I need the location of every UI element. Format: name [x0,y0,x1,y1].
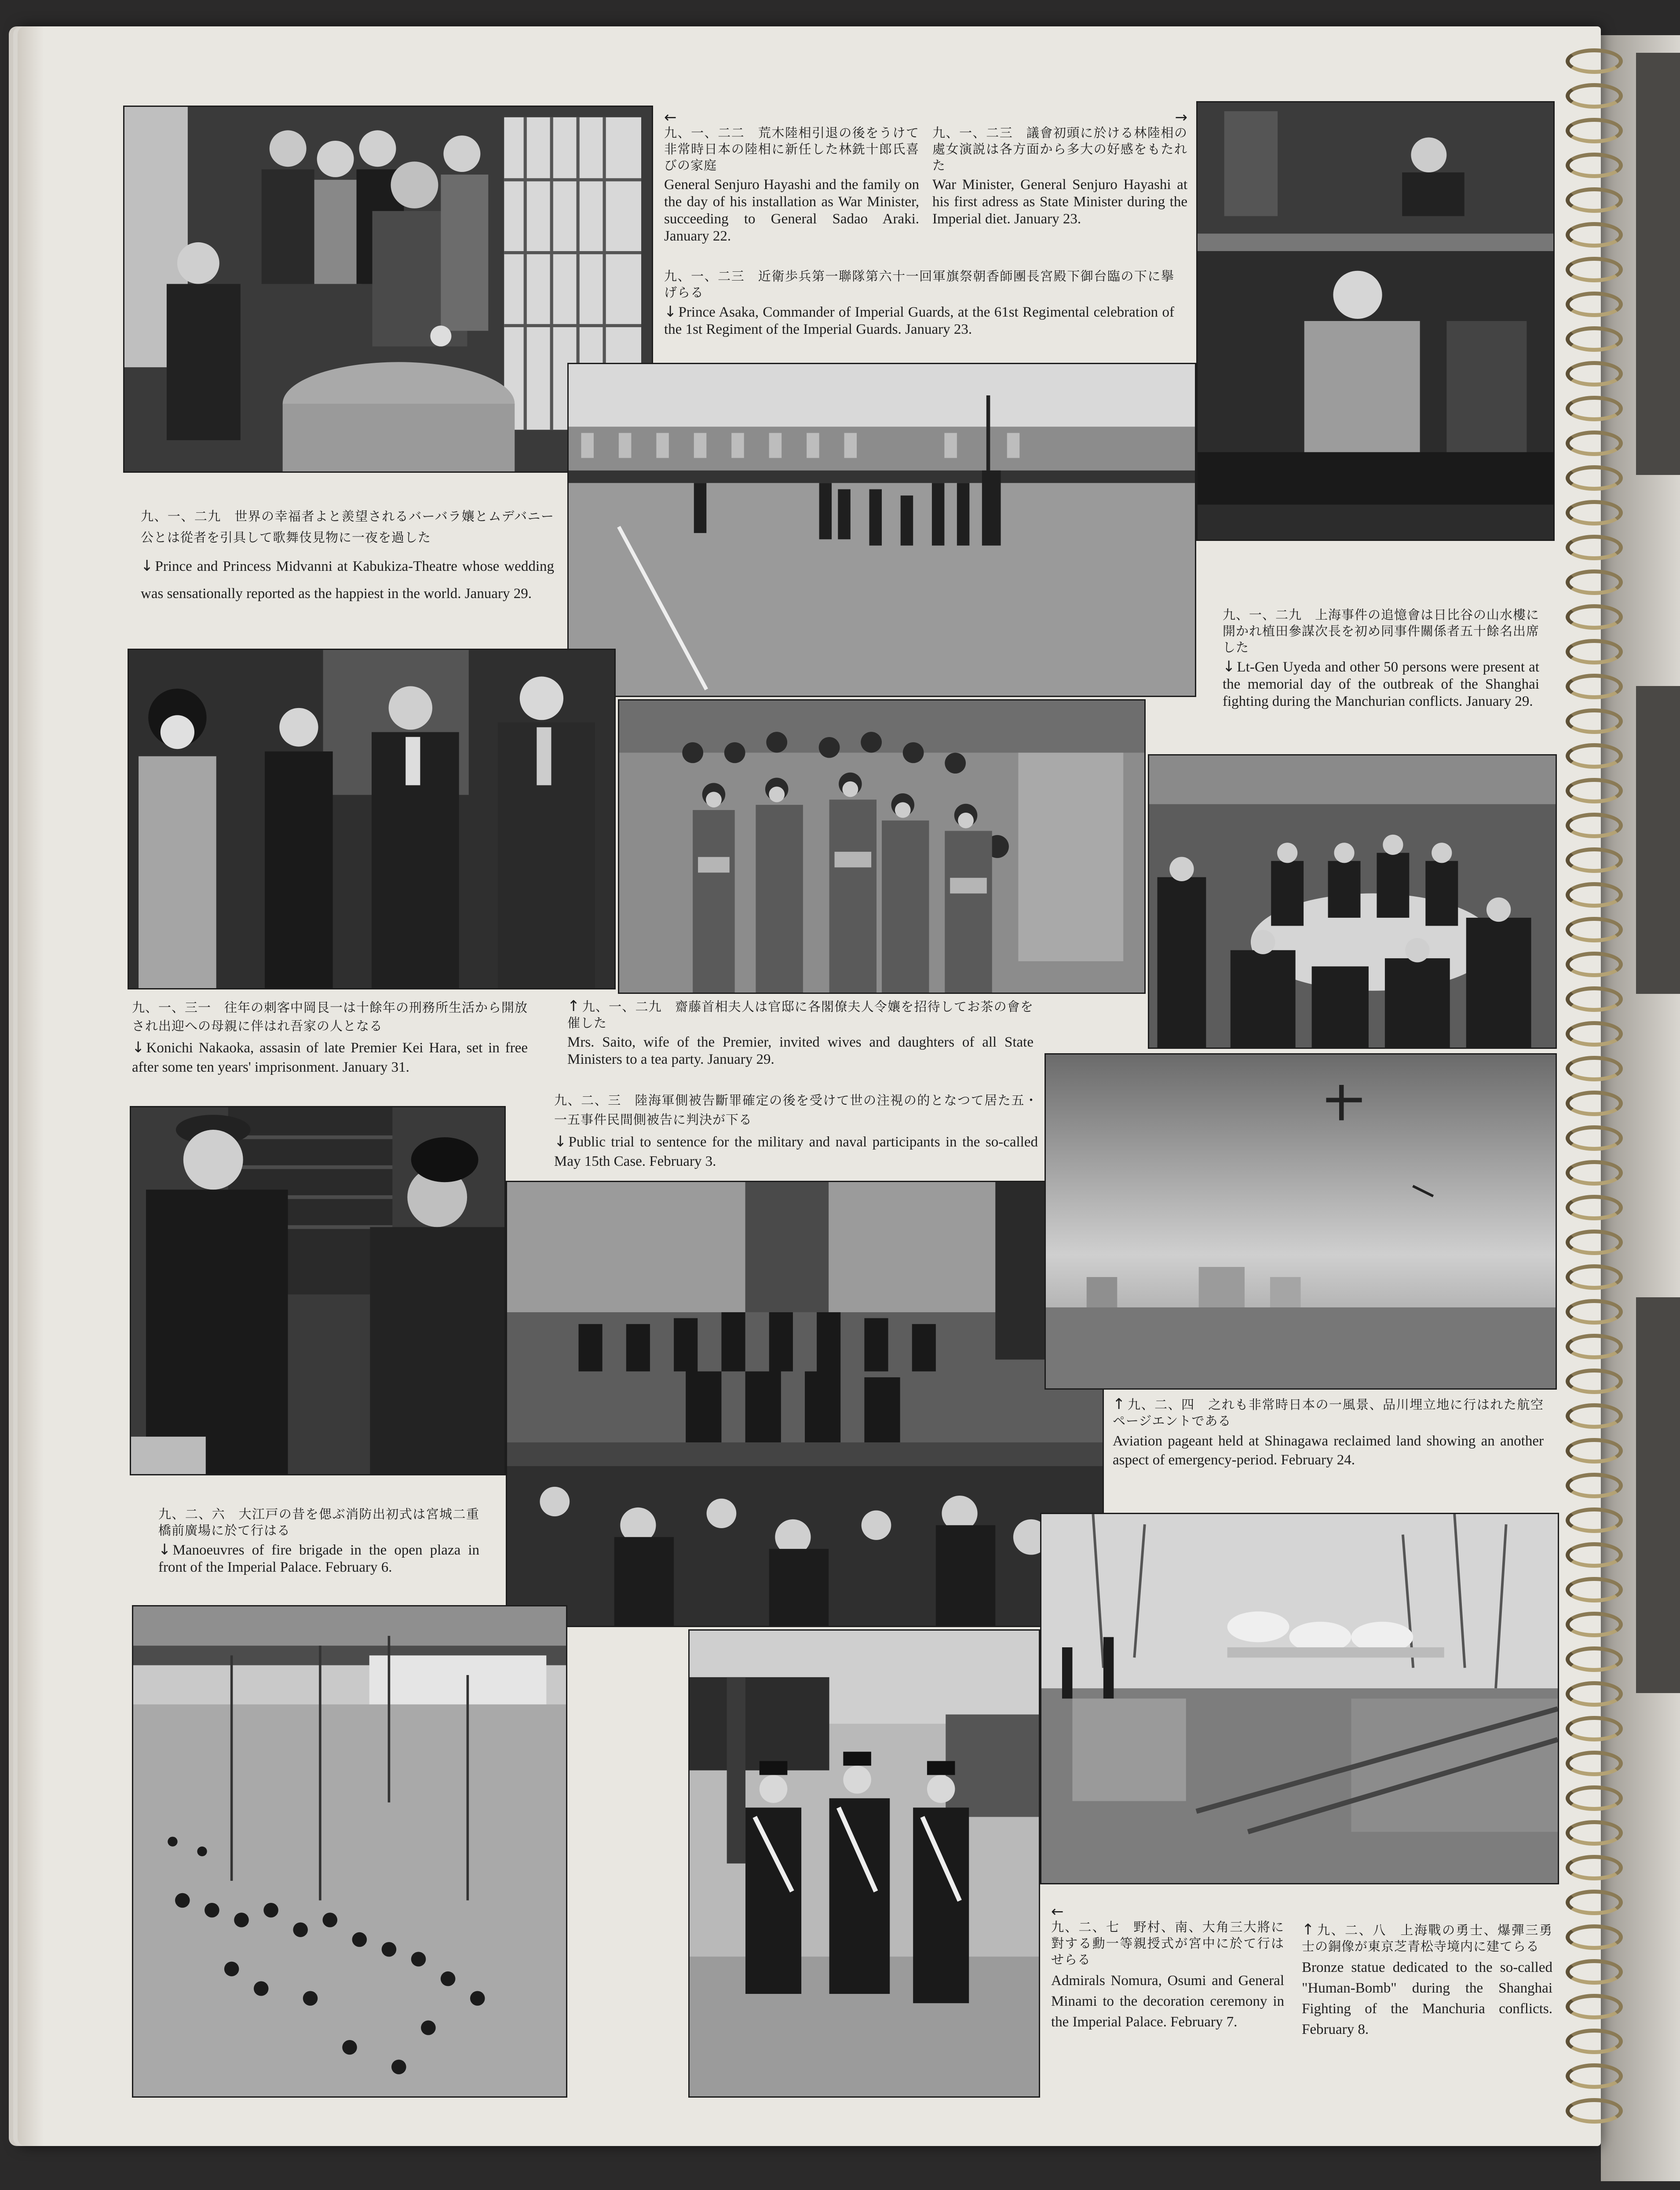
spiral-ring [1566,917,1623,942]
caption-nakaoka [132,998,528,1077]
spiral-ring [1566,1021,1623,1047]
caption-en: General Senjuro Hayashi and the family on the day of his installation as War Minister, succeeding to General Sadao Araki. January 22. [664,177,919,244]
caption-jp: 九、一、三一 往年の刺客中岡艮一は十餘年の刑務所生活から開放され出迎への母親に伴はれ吾家の人となる [132,1000,528,1033]
spiral-ring [1566,1403,1623,1429]
arrow-down-icon: ↓ [141,557,153,575]
spiral-ring [1566,326,1623,352]
photo-admirals-decoration [688,1629,1040,2098]
spiral-ring [1566,1160,1623,1186]
spiral-ring [1566,222,1623,248]
spiral-ring [1566,1959,1623,1985]
caption-fire-brigade [158,1506,479,1576]
caption-may15 [554,1091,1038,1171]
photo-may15-trial [506,1181,1104,1627]
spiral-ring [1566,778,1623,803]
spiral-ring [1566,1369,1623,1394]
spiral-ring [1566,535,1623,560]
photo-uyeda-memorial [1148,754,1557,1049]
arrow-up-icon: ↑ [1302,1921,1315,1938]
caption-prince-asaka [664,268,1174,338]
spiral-ring [1566,1716,1623,1741]
spiral-ring [1566,986,1623,1012]
spiral-ring [1566,48,1623,74]
spiral-ring [1566,674,1623,699]
caption-en: Prince and Princess Midvanni at Kabukiza-Theatre whose wedding was sensationally reported as the happiest in the world. January 29. [141,558,554,602]
photo-nakaoka-release [130,1106,506,1475]
spiral-ring [1566,431,1623,456]
caption-jp: 九、一、二二 荒木陸相引退の後をうけて非常時日本の陸相に新任した林銑十郎氏喜びの家庭 [664,125,919,173]
spiral-ring [1566,2029,1623,2054]
spiral-ring [1566,1507,1623,1533]
spiral-ring [1566,1334,1623,1359]
spiral-ring [1566,1299,1623,1325]
spiral-ring [1566,604,1623,630]
spiral-ring [1566,292,1623,317]
caption-jp: 九、一、二九 齋藤首相夫人は官邸に各閣僚夫人令孃を招待してお茶の會を催した [567,999,1034,1030]
caption-jp: 九、二、四 之れも非常時日本の一風景、品川埋立地に行はれた航空ページエントである [1113,1397,1544,1428]
arrow-up-icon: ↑ [1113,1395,1126,1413]
spiral-ring [1566,882,1623,908]
caption-en: Konichi Nakaoka, assasin of late Premier Kei Hara, set in free after some ten years' imprisonment. January 31. [132,1040,528,1075]
caption-en: Public trial to sentence for the military and naval participants in the so-called May 15th Case. February 3. [554,1134,1038,1169]
caption-midvanni [141,506,554,607]
spiral-ring [1566,2098,1623,2124]
caption-jp: 九、二、八 上海戰の勇士、爆彈三勇士の銅像が東京芝青松寺境内に建てらる [1302,1923,1552,1954]
spiral-ring [1566,1056,1623,1081]
spiral-binding [1566,48,1636,2142]
spiral-ring [1566,1751,1623,1776]
spiral-ring [1566,1438,1623,1464]
arrow-down-icon: ↓ [554,1133,567,1150]
caption-human-bomb [1302,1922,1552,2040]
photo-human-bomb-statue [1040,1513,1559,1884]
spiral-ring [1566,2063,1623,2089]
spiral-ring [1566,1125,1623,1151]
arrow-right-icon: → [1175,109,1187,126]
spiral-ring [1566,1542,1623,1568]
spiral-ring [1566,952,1623,977]
arrow-down-icon: ↓ [664,303,677,321]
caption-jp: 九、二、六 大江戸の昔を偲ぶ消防出初式は宮城二重橋前廣場に於て行はる [158,1507,479,1538]
caption-jp: 九、一、二九 世界の幸福者よと羨望されるバーバラ孃とムデバニー公とは從者を引具して歌舞伎見物に一夜を過した [141,509,554,545]
caption-uyeda [1223,607,1539,710]
spiral-ring [1566,1646,1623,1672]
spiral-ring [1566,1195,1623,1220]
photo-saito-tea-party [618,699,1146,994]
caption-en: Lt-Gen Uyeda and other 50 persons were present at the memorial day of the outbreak of the Shanghai fighting during the Manchurian conflicts. January 29. [1223,659,1539,709]
caption-en: Manoeuvres of fire brigade in the open plaza in front of the Imperial Palace. February 6. [158,1542,479,1575]
spiral-ring [1566,1577,1623,1602]
spiral-ring [1566,1855,1623,1880]
photo-prince-asaka-regiment [567,363,1196,697]
caption-en: Mrs. Saito, wife of the Premier, invited wives and daughters of all State Ministers to a tea party. January 29. [567,1034,1034,1067]
spiral-ring [1566,257,1623,282]
spiral-ring [1566,813,1623,838]
spiral-ring [1566,1612,1623,1637]
spiral-ring [1566,1820,1623,1846]
photo-hayashi-diet [1196,101,1555,541]
spiral-ring [1566,153,1623,178]
spiral-ring [1566,639,1623,664]
caption-jp: 九、二、七 野村、南、大角三大將に對する勳一等親授式が宮中に於て行はせらる [1051,1920,1284,1967]
spiral-ring [1566,465,1623,491]
arrow-down-icon: ↓ [158,1541,171,1559]
photo-fire-brigade [132,1605,567,2098]
caption-en: War Minister, General Senjuro Hayashi at his first adress as State Minister during the Imperial diet. January 23. [932,177,1187,227]
spiral-ring [1566,1091,1623,1116]
next-page-photo [1636,53,1680,475]
spiral-ring [1566,83,1623,109]
spiral-ring [1566,847,1623,873]
caption-hayashi-family [664,110,919,245]
next-page-photo [1636,686,1680,994]
arrow-up-icon: ↑ [567,997,581,1015]
spiral-ring [1566,1264,1623,1290]
spiral-ring [1566,1230,1623,1255]
spiral-ring [1566,1924,1623,1950]
arrow-down-icon: ↓ [132,1039,145,1056]
spiral-ring [1566,361,1623,387]
caption-aviation [1113,1396,1544,1470]
arrow-left-icon: ← [1051,1903,1064,1920]
caption-jp: 九、一、二九 上海事件の追憶會は日比谷の山水樓に開かれ植田參謀次長を初め同事件關係者五十餘名出席した [1223,607,1540,655]
spiral-ring [1566,1890,1623,1915]
photo-aviation-pageant [1045,1053,1557,1390]
caption-admirals [1051,1904,1284,2033]
arrow-down-icon: ↓ [1223,658,1235,675]
photo-midvanni-kabukiza [128,649,616,989]
caption-saito [567,998,1034,1068]
caption-en: Aviation pageant held at Shinagawa reclaimed land showing an another aspect of emergency-period. February 24. [1113,1433,1544,1468]
caption-en: Prince Asaka, Commander of Imperial Guards, at the 61st Regimental celebration of the 1st Regiment of the Imperial Guards. January 23. [664,304,1174,337]
spiral-ring [1566,396,1623,421]
spiral-ring [1566,1681,1623,1707]
spiral-ring [1566,1785,1623,1811]
spiral-ring [1566,118,1623,143]
spiral-ring [1566,708,1623,734]
caption-hayashi-diet [932,110,1187,228]
spiral-ring [1566,569,1623,595]
caption-jp: 九、一、二三 議會初頭に於ける林陸相の處女演説は各方面から多大の好感をもたれた [932,125,1187,173]
arrow-left-icon: ← [664,109,677,126]
caption-en: Admirals Nomura, Osumi and General Minami to the decoration ceremony in the Imperial Palace. February 7. [1051,1973,1284,2030]
caption-en: Bronze statue dedicated to the so-called "Human-Bomb" during the Shanghai Fighting of the Manchuria conflicts. February 8. [1302,1960,1552,2037]
spiral-ring [1566,500,1623,526]
spiral-ring [1566,743,1623,769]
spiral-ring [1566,187,1623,213]
caption-jp: 九、二、三 陸海軍側被告斷罪確定の後を受けて世の注視の的となつて居た五・一五事件民間側被告に判決が下る [554,1093,1038,1127]
next-page-photo [1636,1297,1680,1693]
spiral-ring [1566,1994,1623,2019]
spiral-ring [1566,1473,1623,1498]
caption-jp: 九、一、二三 近衛歩兵第一聯隊第六十一回軍旗祭朝香師團長宮殿下御台臨の下に擧げらる [664,269,1174,300]
